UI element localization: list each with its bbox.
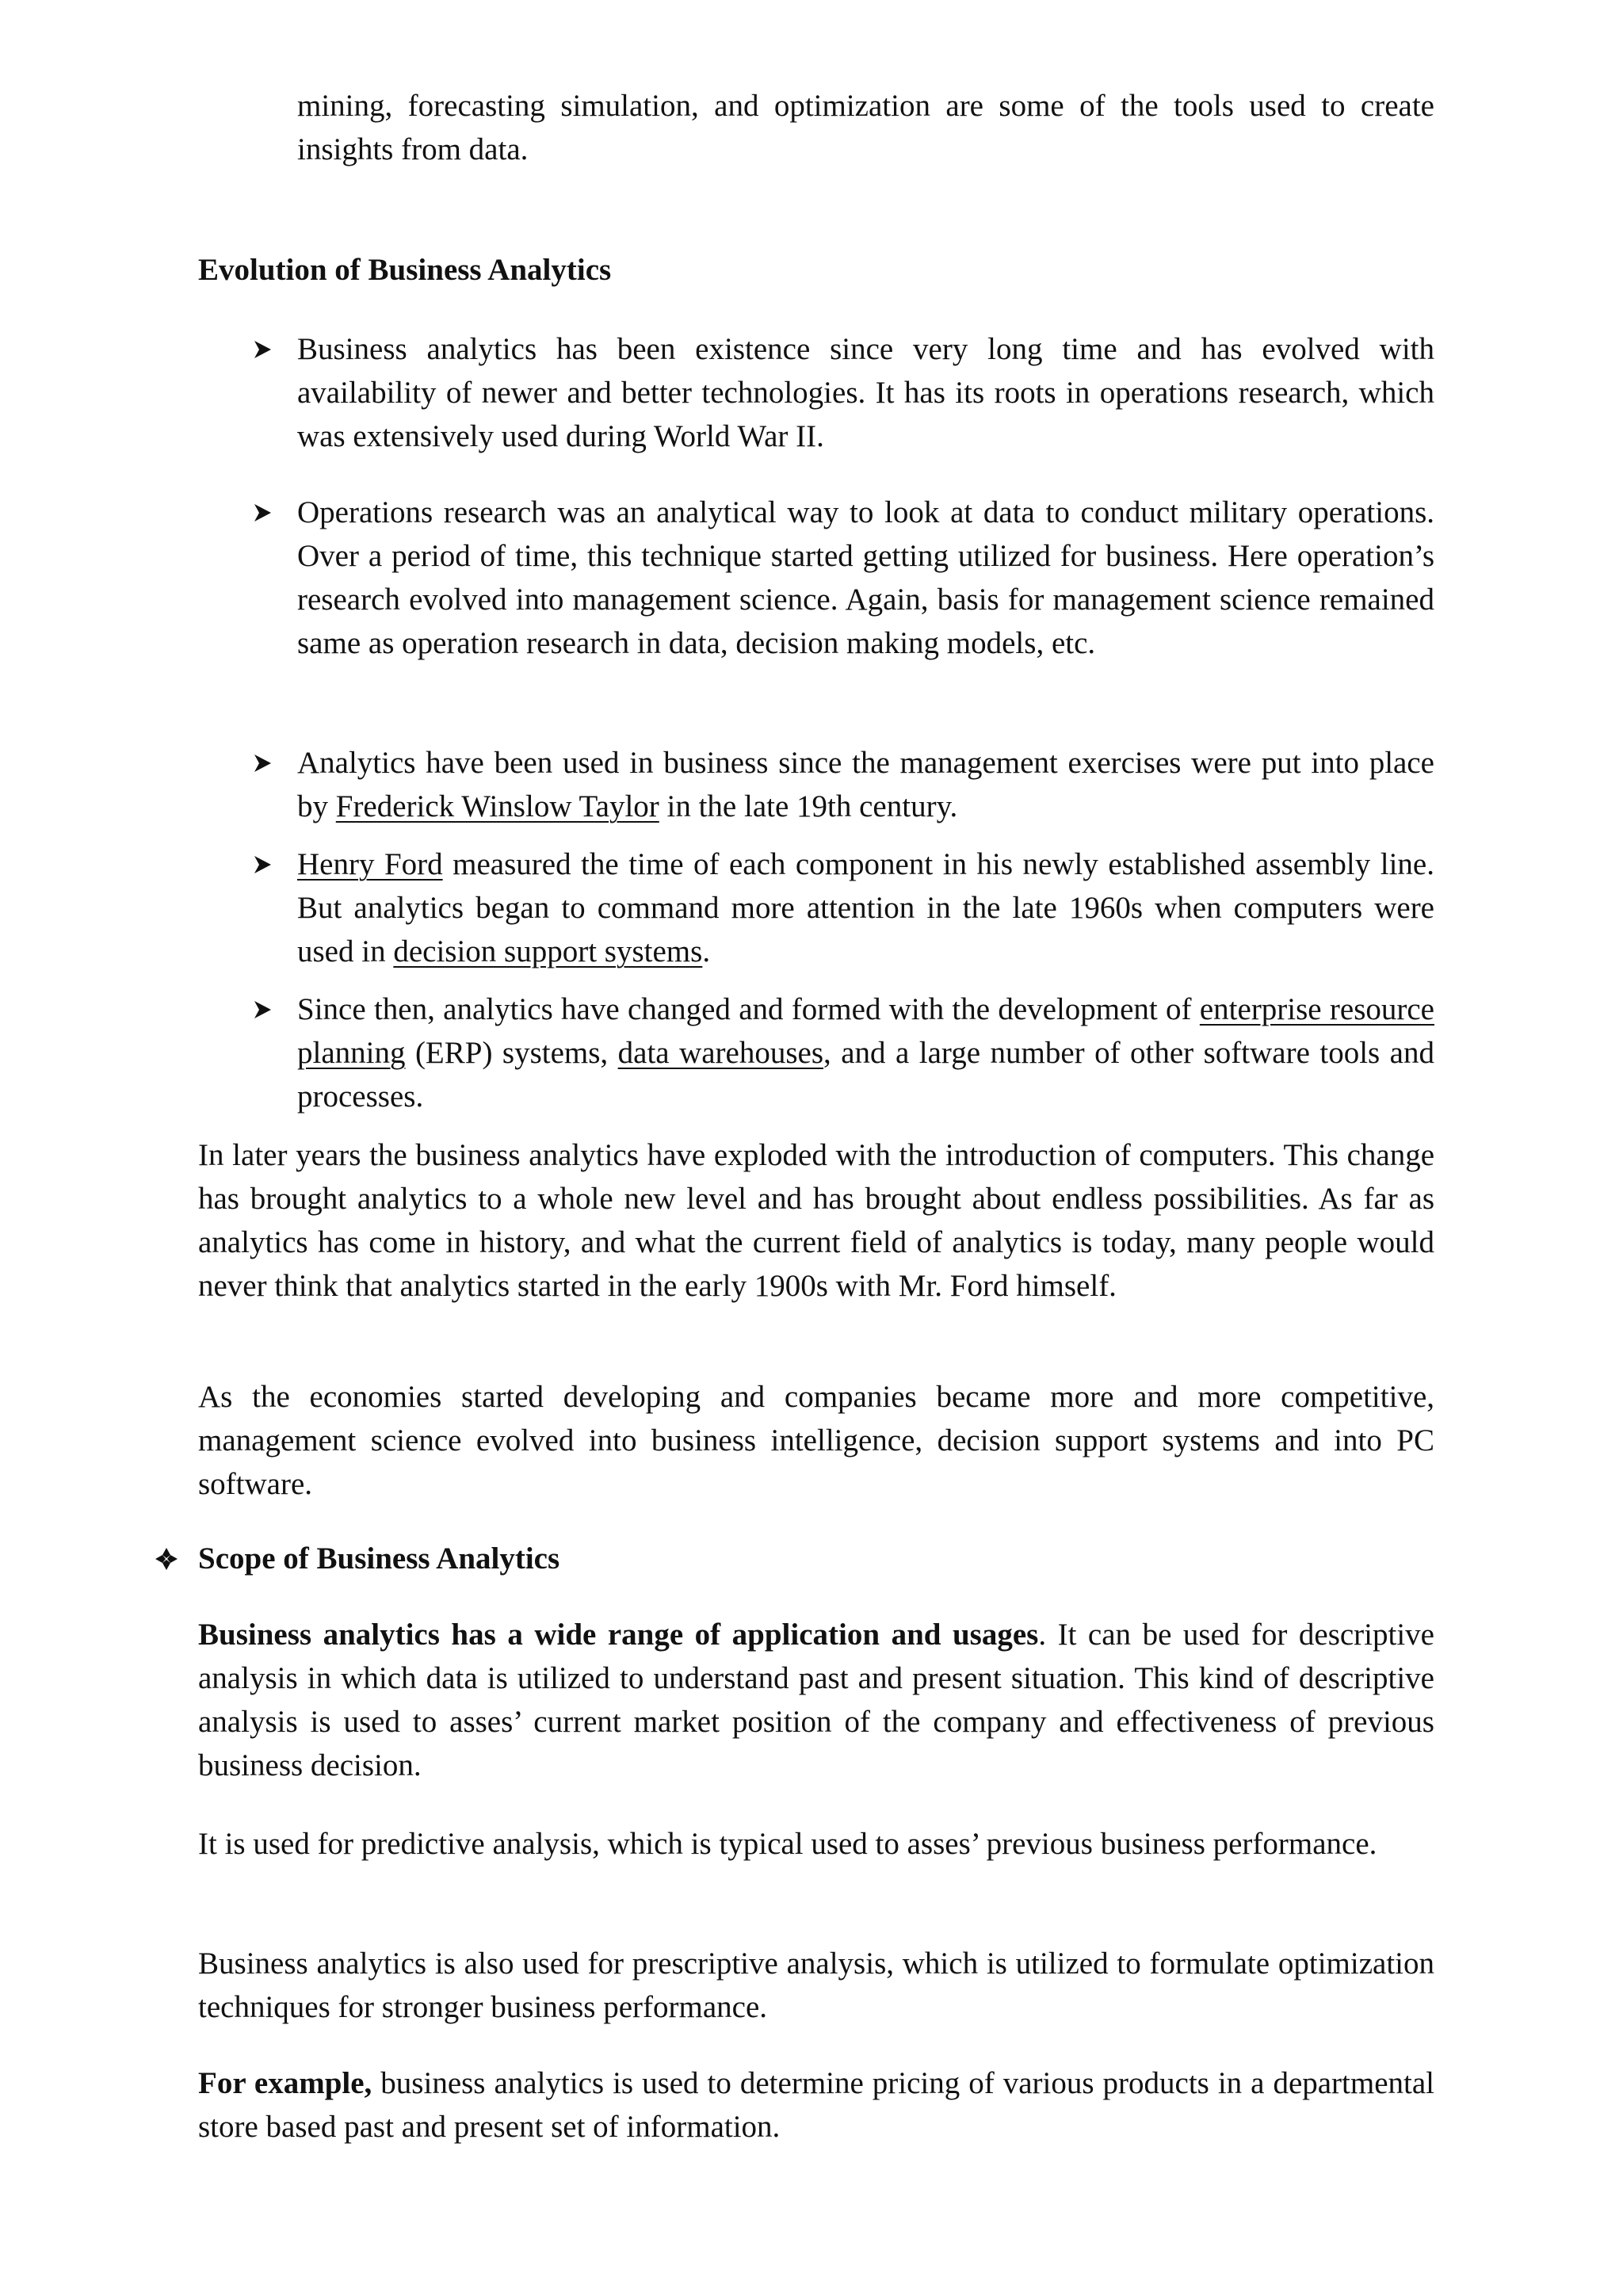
bullet-item — [297, 842, 1434, 973]
bullet-item: Operations research was an analytical way to look at data to conduct military operations. Over a period of time, this technique started getting utilized for business. Here operation’s research evolved into management science. Again, basis for management science remained same as operation research in data, decision making models, etc. — [297, 495, 1434, 660]
bullet-text: Since then, analytics have changed and formed with the development of — [297, 992, 1200, 1026]
section-heading-scope: Scope of Business Analytics — [198, 1541, 560, 1576]
scope-paragraph — [198, 1613, 1434, 1787]
bullet-item: Business analytics has been existence since very long time and has evolved with availability of newer and better technologies. It has its roots in operations research, which was extensively used during World War II. — [297, 332, 1434, 453]
bullet-text: , and a large number of other software tools and processes. — [297, 1036, 1434, 1114]
bullet-text: (ERP) systems, — [405, 1036, 618, 1070]
bold-phrase: For example, — [198, 2066, 372, 2100]
bullet-item — [297, 988, 1434, 1118]
bullet-text: measured the time of each component in his newly established assembly line. But analytics began to command more attention in the late 1960s when computers were used in — [297, 847, 1434, 968]
evolution-paragraph: In later years the business analytics have exploded with the introduction of computers. This change has brought analytics to a whole new level and has brought about endless possibilities. As far as analytics has come in history, and what the current field of analytics is today, many people would never think that analytics started in the early 1900s with Mr. Ford himself. — [198, 1138, 1434, 1303]
diamond-bullet-icon — [152, 1537, 181, 1580]
link-data-warehouses[interactable]: data warehouses — [617, 1036, 824, 1070]
arrow-bullet-icon — [248, 491, 277, 534]
bullet-item — [297, 741, 1434, 828]
scope-paragraph: Business analytics is also used for prescriptive analysis, which is utilized to formulate optimization techniques for stronger business performance. — [198, 1946, 1434, 2024]
paragraph-text: business analytics is used to determine pricing of various products in a departmental store based past and present set of information. — [198, 2066, 1435, 2144]
bullet-text: . — [702, 934, 711, 968]
bullet-text: Analytics have been used in business since the management exercises were put into place by — [297, 746, 1434, 823]
bold-phrase: Business analytics has a wide range of application and usages — [198, 1618, 1039, 1652]
bullet-text: in the late 19th century. — [659, 789, 958, 823]
intro-paragraph-tail: mining, forecasting simulation, and optimization are some of the tools used to create insights from data. — [297, 89, 1434, 166]
link-frederick-winslow-taylor[interactable]: Frederick Winslow Taylor — [335, 789, 659, 823]
link-henry-ford[interactable]: Henry Ford — [297, 847, 443, 881]
link-decision-support-systems[interactable]: decision support systems — [393, 934, 703, 968]
paragraph-text: . It can be used for descriptive analysis in which data is utilized to understand past and present situation. This kind of descriptive analysis is used to asses’ current market position of the company and effectiveness of previous business decision. — [198, 1618, 1434, 1782]
link-enterprise-resource-planning[interactable]: enterprise resource planning — [297, 992, 1434, 1070]
scope-paragraph — [198, 2061, 1434, 2149]
arrow-bullet-icon — [248, 741, 277, 785]
scope-paragraph: It is used for predictive analysis, which is typical used to asses’ previous business performance. — [198, 1827, 1377, 1861]
arrow-bullet-icon — [248, 988, 277, 1031]
evolution-paragraph: As the economies started developing and companies became more and more competitive, management science evolved into business intelligence, decision support systems and into PC software. — [198, 1380, 1434, 1501]
arrow-bullet-icon — [248, 327, 277, 371]
section-heading-evolution: Evolution of Business Analytics — [198, 253, 612, 287]
arrow-bullet-icon — [248, 842, 277, 886]
